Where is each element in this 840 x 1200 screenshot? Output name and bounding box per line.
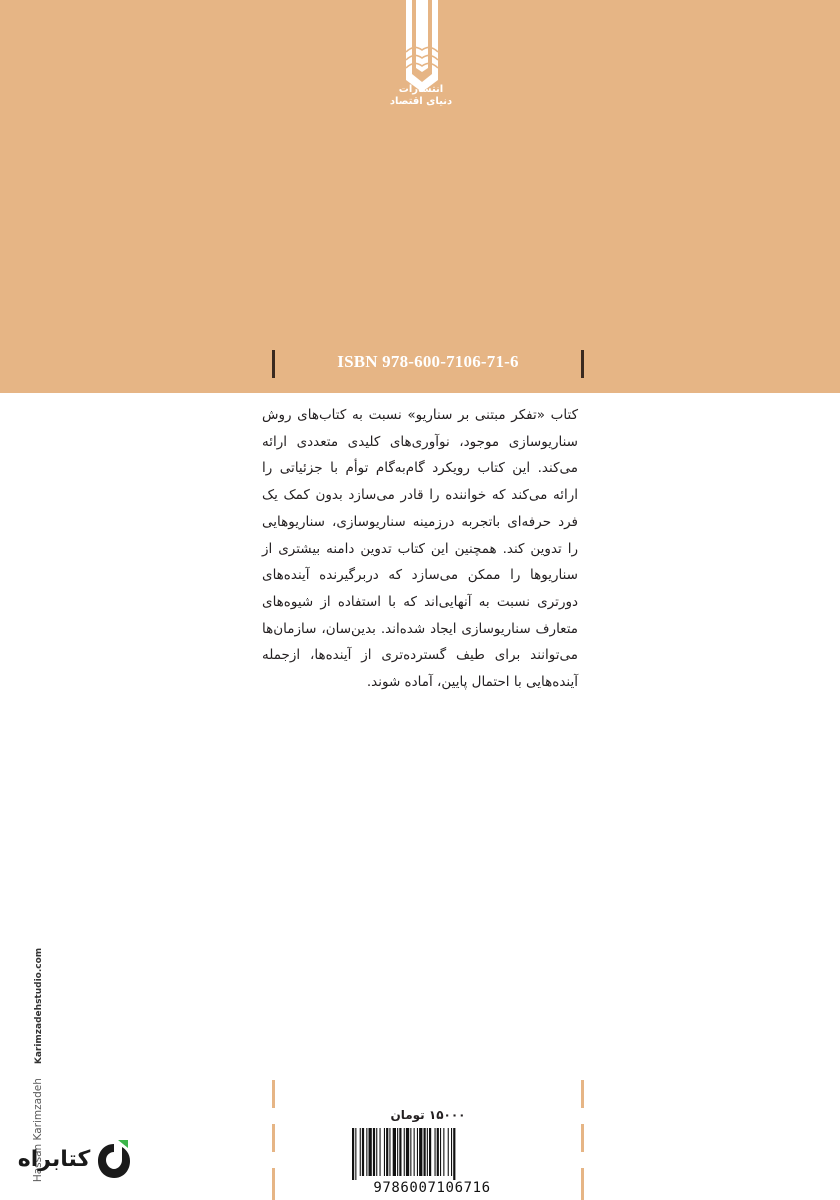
barcode-bar <box>389 1128 390 1176</box>
price-label: ۱۵۰۰۰ تومان <box>390 1108 466 1122</box>
price-right-bar-bottom <box>581 1168 584 1200</box>
barcode-bar <box>397 1128 398 1176</box>
isbn-frame <box>272 350 584 378</box>
barcode-bar <box>406 1128 409 1176</box>
barcode-bar <box>384 1128 385 1176</box>
barcode-bar <box>380 1128 381 1176</box>
ketabrah-text: کتابراه <box>17 1147 91 1172</box>
barcode-bar <box>393 1128 396 1176</box>
barcode-bar <box>451 1128 452 1176</box>
designer-name: Hassan Karimzadeh <box>32 1078 44 1183</box>
barcode-bar <box>355 1128 356 1180</box>
barcode-bar <box>399 1128 401 1176</box>
barcode-bar <box>352 1128 354 1180</box>
price-right-bar-top <box>581 1080 584 1108</box>
barcode-bar <box>427 1128 428 1176</box>
price-right-bar-middle <box>581 1124 584 1152</box>
isbn-text: ISBN 978-600-7106-71-6 <box>337 352 519 371</box>
barcode-bar <box>448 1128 449 1176</box>
publisher-name-line2: دنیای اقتصاد <box>389 96 453 107</box>
barcode-bar <box>373 1128 375 1176</box>
barcode-bar <box>386 1128 388 1176</box>
publisher-name <box>382 84 460 108</box>
barcode-bar <box>440 1128 441 1176</box>
barcode-bar <box>435 1128 436 1176</box>
ketabrah-watermark <box>14 1134 132 1184</box>
price-left-bar-top <box>272 1080 275 1108</box>
barcode-bar <box>419 1128 422 1176</box>
barcode-bar <box>414 1128 415 1176</box>
barcode-digits: 9786007106716 <box>373 1180 491 1196</box>
barcode-bar <box>417 1128 418 1176</box>
barcode-bar <box>376 1128 377 1176</box>
barcode-bar <box>360 1128 361 1176</box>
designer-website: Karimzadehstudio.com <box>34 947 44 1065</box>
barcode-bar <box>369 1128 372 1176</box>
cover-top-panel <box>0 0 840 393</box>
barcode-bar <box>429 1128 431 1176</box>
barcode-bar <box>453 1128 455 1180</box>
barcode-bar <box>443 1128 444 1176</box>
barcode-bar <box>424 1128 426 1176</box>
barcode-bar <box>404 1128 405 1176</box>
isbn-right-bar <box>581 350 584 378</box>
barcode-bar <box>410 1128 411 1176</box>
barcode-bar <box>362 1128 364 1176</box>
ketabrah-logo-icon <box>96 1138 132 1184</box>
price-left-bar-middle <box>272 1124 275 1152</box>
price-left-bar-bottom <box>272 1168 275 1200</box>
barcode-bar <box>437 1128 439 1176</box>
book-description: کتاب «تفکر مبتنی بر سناریو» نسبت به کتاب‌های روش سناریوسازی موجود، نوآوری‌های کلیدی متعددی ارائه می‌کند. این کتاب رویکرد گام‌به‌گام توأم با جزئیاتی را ارائه می‌کند که خواننده را قادر می‌سازد بدون کمک یک فرد حرفه‌ای باتجربه درزمینه سناریوسازی، سناریوهایی را تدوین کند. همچنین این کتاب تدوین دامنه بیشتری از سناریوها را ممکن می‌سازد که دربرگیرنده آینده‌های دورتری نسبت به آنهایی‌اند که با استفاده از شیوه‌های متعارف سناریوسازی ایجاد شده‌اند. بدین‌سان، سازمان‌ها می‌توانند برای طیف گسترده‌تری از آینده‌ها، ازجمله آینده‌هایی با احتمال پایین، آماده شوند. <box>262 407 578 691</box>
publisher-name-line1: انتشارات <box>398 84 444 95</box>
barcode-bar <box>366 1128 367 1176</box>
